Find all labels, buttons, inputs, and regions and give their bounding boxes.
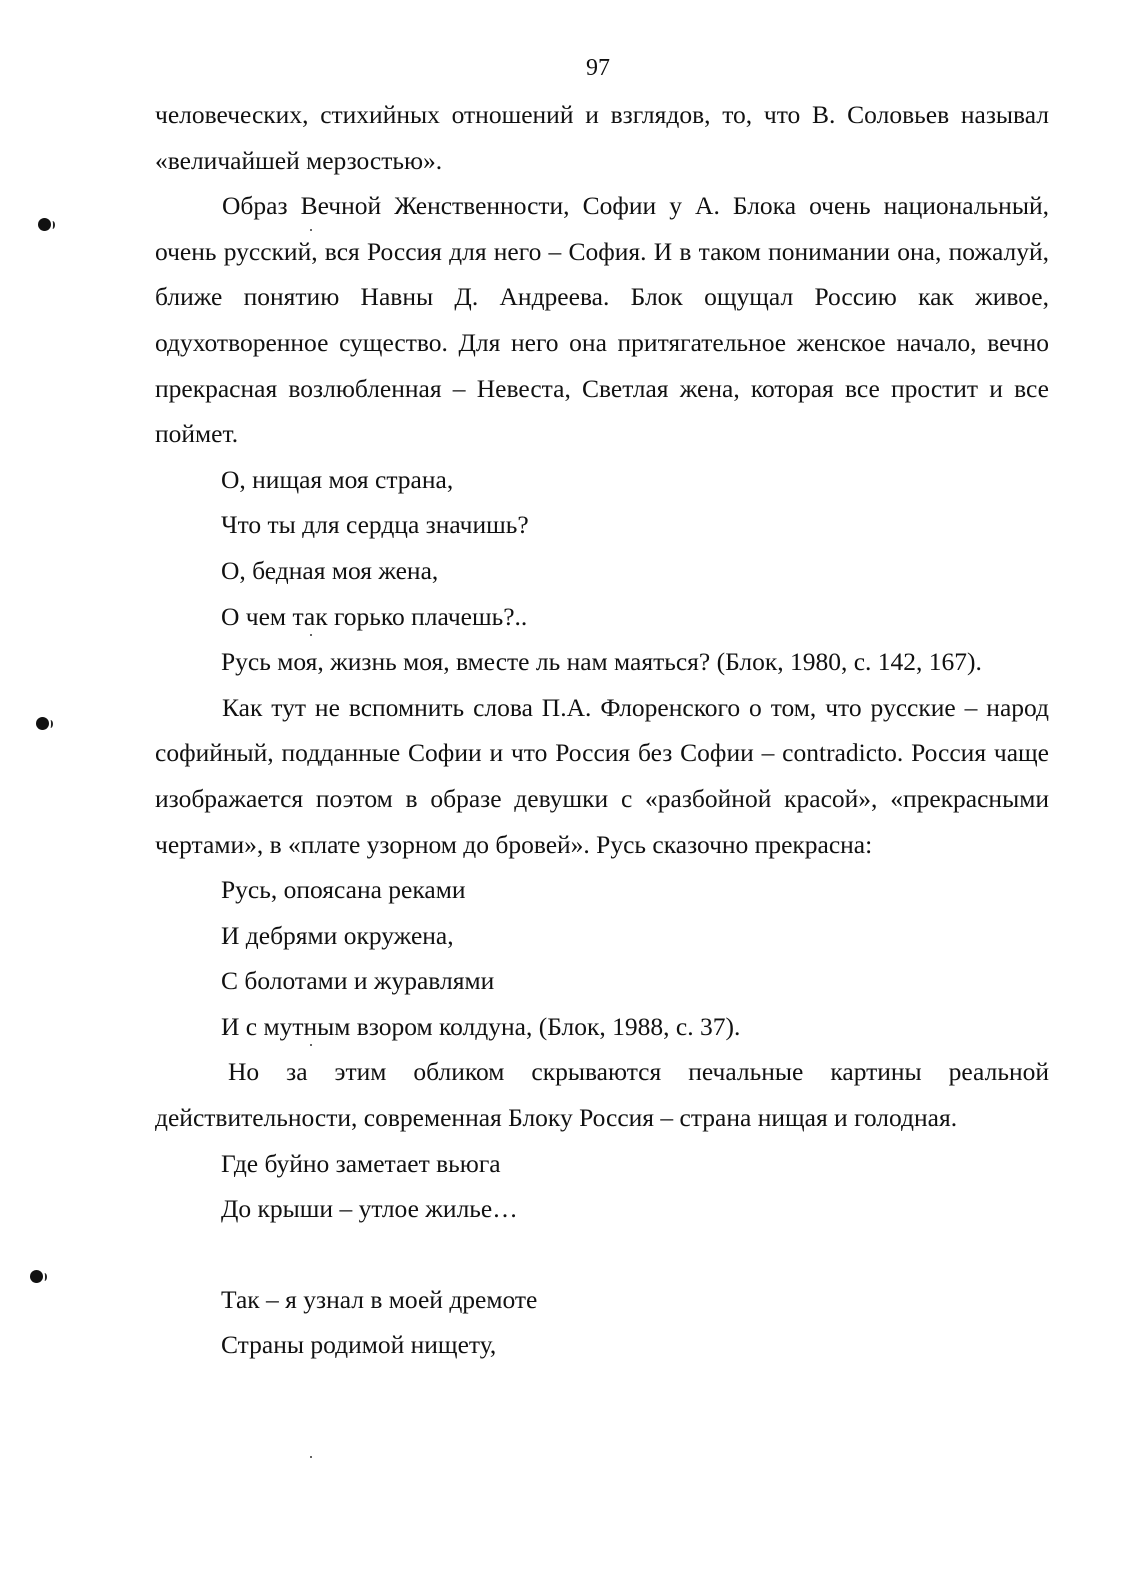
- verse-block: [155, 867, 1049, 1049]
- verse-block: [155, 457, 1049, 685]
- verse-block: [155, 1141, 1049, 1232]
- verse-line: До крыши – утлое жилье…: [221, 1194, 518, 1224]
- verse-block: [155, 1277, 1049, 1368]
- verse-line: И дебрями окружена,: [221, 920, 454, 950]
- punch-hole-mark: [36, 717, 49, 730]
- page-number: 97: [586, 55, 610, 81]
- verse-line: О, бедная моя жена,: [221, 555, 439, 585]
- paragraph: Но за этим обликом скрываются печальные картины реальной действительности, современная Блоку Россия – страна нищая и голодная.: [155, 1057, 1049, 1133]
- stanza-gap: [155, 1232, 1049, 1277]
- verse-line: О, нищая моя страна,: [221, 464, 454, 494]
- verse-line: Что ты для сердца значишь?: [221, 510, 529, 540]
- paragraph: человеческих, стихийных отношений и взглядов, то, что В. Соловьев называл «величайшей мерзостью».: [155, 100, 1049, 175]
- document-body: [155, 92, 1049, 1368]
- verse-line: И с мутным взором колдуна, (Блок, 1988, с. 37).: [221, 1011, 741, 1041]
- verse-line: Так – я узнал в моей дремоте: [221, 1284, 538, 1314]
- verse-line: Русь, опоясана реками: [221, 875, 466, 905]
- verse-line: Русь моя, жизнь моя, вместе ль нам маяться? (Блок, 1980, с. 142, 167).: [221, 647, 982, 677]
- punch-hole-mark: [30, 1270, 43, 1283]
- verse-line: С болотами и журавлями: [221, 966, 495, 996]
- paragraph: Образ Вечной Женственности, Софии у А. Блока очень национальный, очень русский, вся Россия для него – София. И в таком понимании она, пожалуй, ближе понятию Навны Д. Андреева. Блок ощущал Россию как живое, одухотворенное существо. Для него она притягательное женское начало, вечно прекрасная возлюбленная – Невеста, Светлая жена, которая все простит и все поймет.: [155, 191, 1049, 449]
- verse-line: Страны родимой нищету,: [221, 1330, 497, 1360]
- scan-speck: [310, 1456, 312, 1458]
- verse-line: О чем так горько плачешь?..: [221, 601, 528, 631]
- punch-hole-mark: [38, 218, 51, 231]
- paragraph: Как тут не вспомнить слова П.А. Флоренского о том, что русские – народ софийный, подданные Софии и что Россия без Софии – contradicto. Россия чаще изображается поэтом в образе девушки с «разбойной красой», «прекрасными чертами», в «плате узорном до бровей». Русь сказочно прекрасна:: [155, 692, 1049, 859]
- verse-line: Где буйно заметает вьюга: [221, 1148, 501, 1178]
